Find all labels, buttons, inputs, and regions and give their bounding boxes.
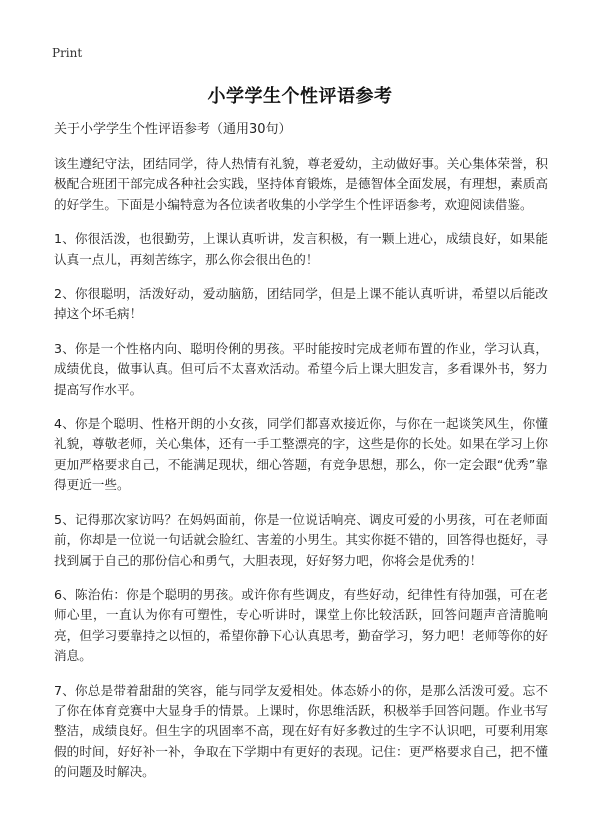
- intro-paragraph: 该生遵纪守法，团结同学，待人热情有礼貌，尊老爱幼，主动做好事。关心集体荣誉，积极配合班团干部完成各种社会实践，坚持体育锻炼，是德智体全面发展，有理想，素质高的好学生。下面是小编特意为各位读者收集的小学学生个性评语参考，欢迎阅读借鉴。: [54, 156, 548, 212]
- comment-item-4: 4、你是个聪明、性格开朗的小女孩，同学们都喜欢接近你，与你在一起谈笑风生，你懂礼貌，尊敬老师，关心集体，还有一手工整漂亮的字，这些是你的长处。如果在学习上你更加严格要求自己，不能满足现状，细心答题，有竞争思想，那么，你一定会跟“优秀”靠得更近一些。: [54, 416, 548, 493]
- document-body: [54, 120, 548, 797]
- comment-item-7: 7、你总是带着甜甜的笑容，能与同学友爱相处。体态娇小的你，是那么活泼可爱。忘不了你在体育竞赛中大显身手的情景。上课时，你思维活跃，积极举手回答问题。作业书写整洁，成绩良好。但生字的巩固率不高，现在好有好多教过的生字不认识吧，可要利用寒假的时间，好好补一补，争取在下学期中有更好的表现。记住：更严格要求自己，把不懂的问题及时解决。: [54, 682, 548, 780]
- comment-item-3: 3、你是一个性格内向、聪明伶俐的男孩。平时能按时完成老师布置的作业，学习认真，成绩优良，做事认真。但可后不太喜欢活动。希望今后上课大胆发言，多看课外书，努力提高写作水平。: [54, 340, 548, 397]
- comment-item-6: 6、陈治佑：你是个聪明的男孩。或许你有些调皮，有些好动，纪律性有待加强，可在老师心里，一直认为你有可塑性，专心听讲时，课堂上你比较活跃，回答问题声音清脆响亮，但学习要靠持之以恒的，希望你静下心认真思考，勤奋学习，努力吧！老师等你的好消息。: [54, 586, 548, 664]
- comment-item-1: 1、你很活泼，也很勤劳，上课认真听讲，发言积极，有一颗上进心，成绩良好，如果能认真一点儿，再刻苦练字，那么你会很出色的！: [54, 231, 548, 267]
- comment-item-5: 5、记得那次家访吗？在妈妈面前，你是一位说话响亮、调皮可爱的小男孩，可在老师面前，你却是一位说一句话就会脸红、害羞的小男生。其实你挺不错的，回答得也挺好，寻找到属于自己的那份信心和勇气，大胆表现，好好努力吧，你将会是优秀的！: [54, 511, 548, 568]
- document-subtitle: 关于小学学生个性评语参考（通用30句）: [54, 122, 292, 137]
- document-title: 小学学生个性评语参考: [207, 86, 393, 107]
- comment-item-2: 2、你很聪明，活泼好动，爱动脑筋，团结同学，但是上课不能认真听讲，希望以后能改掉这个坏毛病！: [54, 286, 548, 322]
- print-link[interactable]: Print: [52, 46, 83, 60]
